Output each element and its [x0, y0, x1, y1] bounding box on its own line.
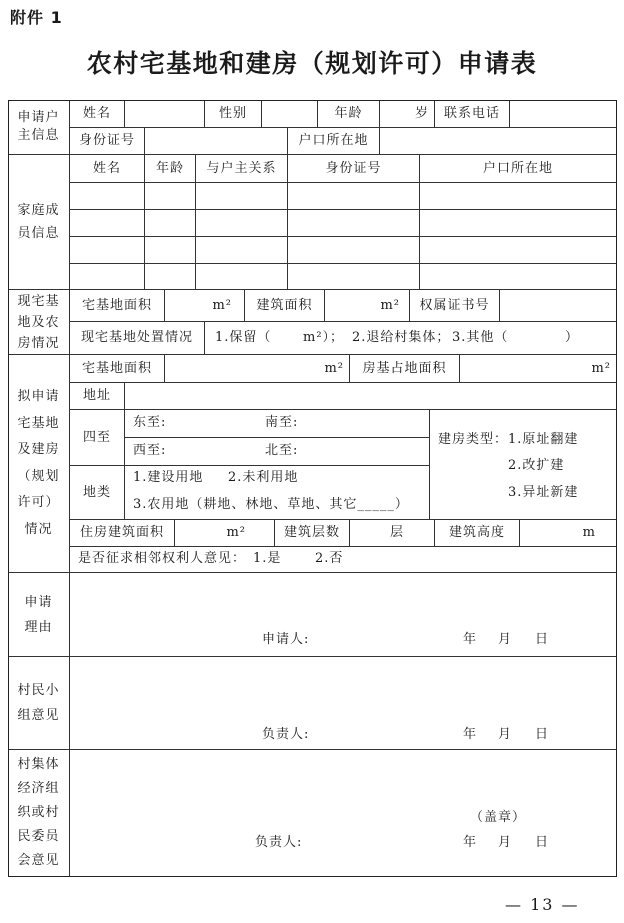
family-col-age: 年龄 [145, 155, 196, 183]
proposed-homestead-area-label: 宅基地面积 [70, 355, 165, 383]
disposal-option-other-close: ） [565, 330, 580, 345]
page-number: — 13 — [505, 895, 580, 914]
floors-label: 建筑层数 [275, 520, 350, 547]
applicant-header: 申请户 主信息 [8, 100, 70, 155]
applicant-age-label: 年龄 [318, 100, 380, 128]
applicant-hukou-value [380, 128, 617, 155]
group-signer-label: 负责人: [262, 727, 310, 742]
family-cell [196, 264, 288, 290]
family-cell [196, 210, 288, 237]
current-disposal-options [205, 322, 617, 355]
build-type-block [430, 410, 617, 520]
reason-date-month: 月 [498, 632, 513, 647]
height-value: m [520, 520, 617, 547]
build-type-label: 建房类型： [438, 432, 509, 447]
current-header: 现宅基 地及农 房情况 [8, 290, 70, 355]
housing-area-label: 住房建筑面积 [70, 520, 175, 547]
applicant-gender-value [262, 100, 318, 128]
proposed-land-type-label: 地类 [70, 466, 125, 520]
land-type-option-construction: 1.建设用地 [133, 470, 204, 485]
page-title: 农村宅基地和建房（规划许可）申请表 [86, 49, 538, 78]
family-cell [196, 237, 288, 264]
committee-date-day: 日 [535, 835, 550, 850]
committee-date-year: 年 [463, 835, 478, 850]
neighbor-opinion-label: 是否征求相邻权利人意见： [78, 551, 247, 566]
neighbor-opinion-row [70, 547, 617, 573]
boundaries-west-north-row [125, 438, 430, 466]
proposed-address-label: 地址 [70, 383, 125, 410]
family-col-id: 身份证号 [288, 155, 420, 183]
current-cert-value [500, 290, 617, 322]
family-cell [420, 210, 617, 237]
application-table [8, 100, 617, 877]
current-cert-label: 权属证书号 [410, 290, 500, 322]
family-header: 家庭成 员信息 [8, 155, 70, 290]
current-building-area-label: 建筑面积 [245, 290, 325, 322]
reason-date-day: 日 [535, 632, 550, 647]
family-col-relation: 与户主关系 [196, 155, 288, 183]
family-cell [288, 264, 420, 290]
family-cell [420, 264, 617, 290]
reason-content [70, 573, 617, 657]
proposed-boundaries-label: 四至 [70, 410, 125, 466]
family-cell [288, 210, 420, 237]
group-date-day: 日 [535, 727, 550, 742]
floors-value: 层 [350, 520, 435, 547]
boundary-north-label: 北至: [265, 443, 299, 458]
proposed-header: 拟申请 宅基地 及建房 （规划 许可） 情况 [8, 355, 70, 573]
group-opinion-header: 村民小 组意见 [8, 657, 70, 750]
housing-area-value: m² [175, 520, 275, 547]
family-cell [145, 183, 196, 210]
group-date-year: 年 [463, 727, 478, 742]
disposal-option-other: 3.其他（ [452, 330, 509, 345]
disposal-option-return: 2.退给村集体； [352, 330, 451, 345]
applicant-age-value: 岁 [380, 100, 435, 128]
committee-signer-label: 负责人: [255, 835, 303, 850]
height-label: 建筑高度 [435, 520, 520, 547]
current-building-area-value: m² [325, 290, 410, 322]
applicant-id-label: 身份证号 [70, 128, 145, 155]
family-cell [196, 183, 288, 210]
build-type-option-rebuild: 1.原址翻建 [508, 432, 579, 447]
family-cell [70, 237, 145, 264]
applicant-phone-value [510, 100, 617, 128]
applicant-hukou-label: 户口所在地 [288, 128, 380, 155]
neighbor-option-no: 2.否 [315, 551, 344, 566]
family-col-name: 姓名 [70, 155, 145, 183]
boundary-west-label: 西至: [133, 443, 167, 458]
applicant-phone-label: 联系电话 [435, 100, 510, 128]
proposed-homestead-area-value: m² [165, 355, 350, 383]
disposal-option-keep-unit: m²）； [303, 330, 345, 345]
build-type-option-relocate: 3.异址新建 [508, 485, 579, 500]
current-homestead-area-label: 宅基地面积 [70, 290, 165, 322]
land-type-options [125, 466, 430, 520]
reason-signer-label: 申请人: [262, 632, 310, 647]
group-date-month: 月 [498, 727, 513, 742]
proposed-address-value [125, 383, 617, 410]
current-disposal-label: 现宅基地处置情况 [70, 322, 205, 355]
group-opinion-content [70, 657, 617, 750]
proposed-foundation-area-label: 房基占地面积 [350, 355, 460, 383]
family-cell [145, 237, 196, 264]
committee-opinion-content [70, 750, 617, 877]
family-cell [145, 210, 196, 237]
attachment-label: 附件 1 [10, 8, 63, 27]
family-cell [288, 183, 420, 210]
boundary-east-label: 东至: [133, 415, 167, 430]
land-type-option-agricultural: 3.农用地（耕地、林地、草地、其它_____） [133, 497, 409, 512]
boundary-south-label: 南至: [265, 415, 299, 430]
committee-opinion-header: 村集体 经济组 织或村 民委员 会意见 [8, 750, 70, 877]
proposed-foundation-area-value: m² [460, 355, 617, 383]
applicant-name-label: 姓名 [70, 100, 125, 128]
applicant-id-value [145, 128, 288, 155]
committee-seal-label: （盖章） [470, 810, 527, 825]
family-cell [70, 183, 145, 210]
build-type-option-expand: 2.改扩建 [508, 458, 565, 473]
family-cell [70, 264, 145, 290]
boundaries-east-south-row [125, 410, 430, 438]
family-cell [420, 237, 617, 264]
committee-date-month: 月 [498, 835, 513, 850]
disposal-option-keep: 1.保留（ [215, 330, 272, 345]
applicant-name-value [125, 100, 205, 128]
land-type-option-unused: 2.未利用地 [228, 470, 299, 485]
family-col-hukou: 户口所在地 [420, 155, 617, 183]
reason-date-year: 年 [463, 632, 478, 647]
reason-header: 申请 理由 [8, 573, 70, 657]
applicant-gender-label: 性别 [205, 100, 262, 128]
family-cell [145, 264, 196, 290]
family-cell [420, 183, 617, 210]
family-cell [70, 210, 145, 237]
family-cell [288, 237, 420, 264]
neighbor-option-yes: 1.是 [253, 551, 282, 566]
current-homestead-area-value: m² [165, 290, 245, 322]
